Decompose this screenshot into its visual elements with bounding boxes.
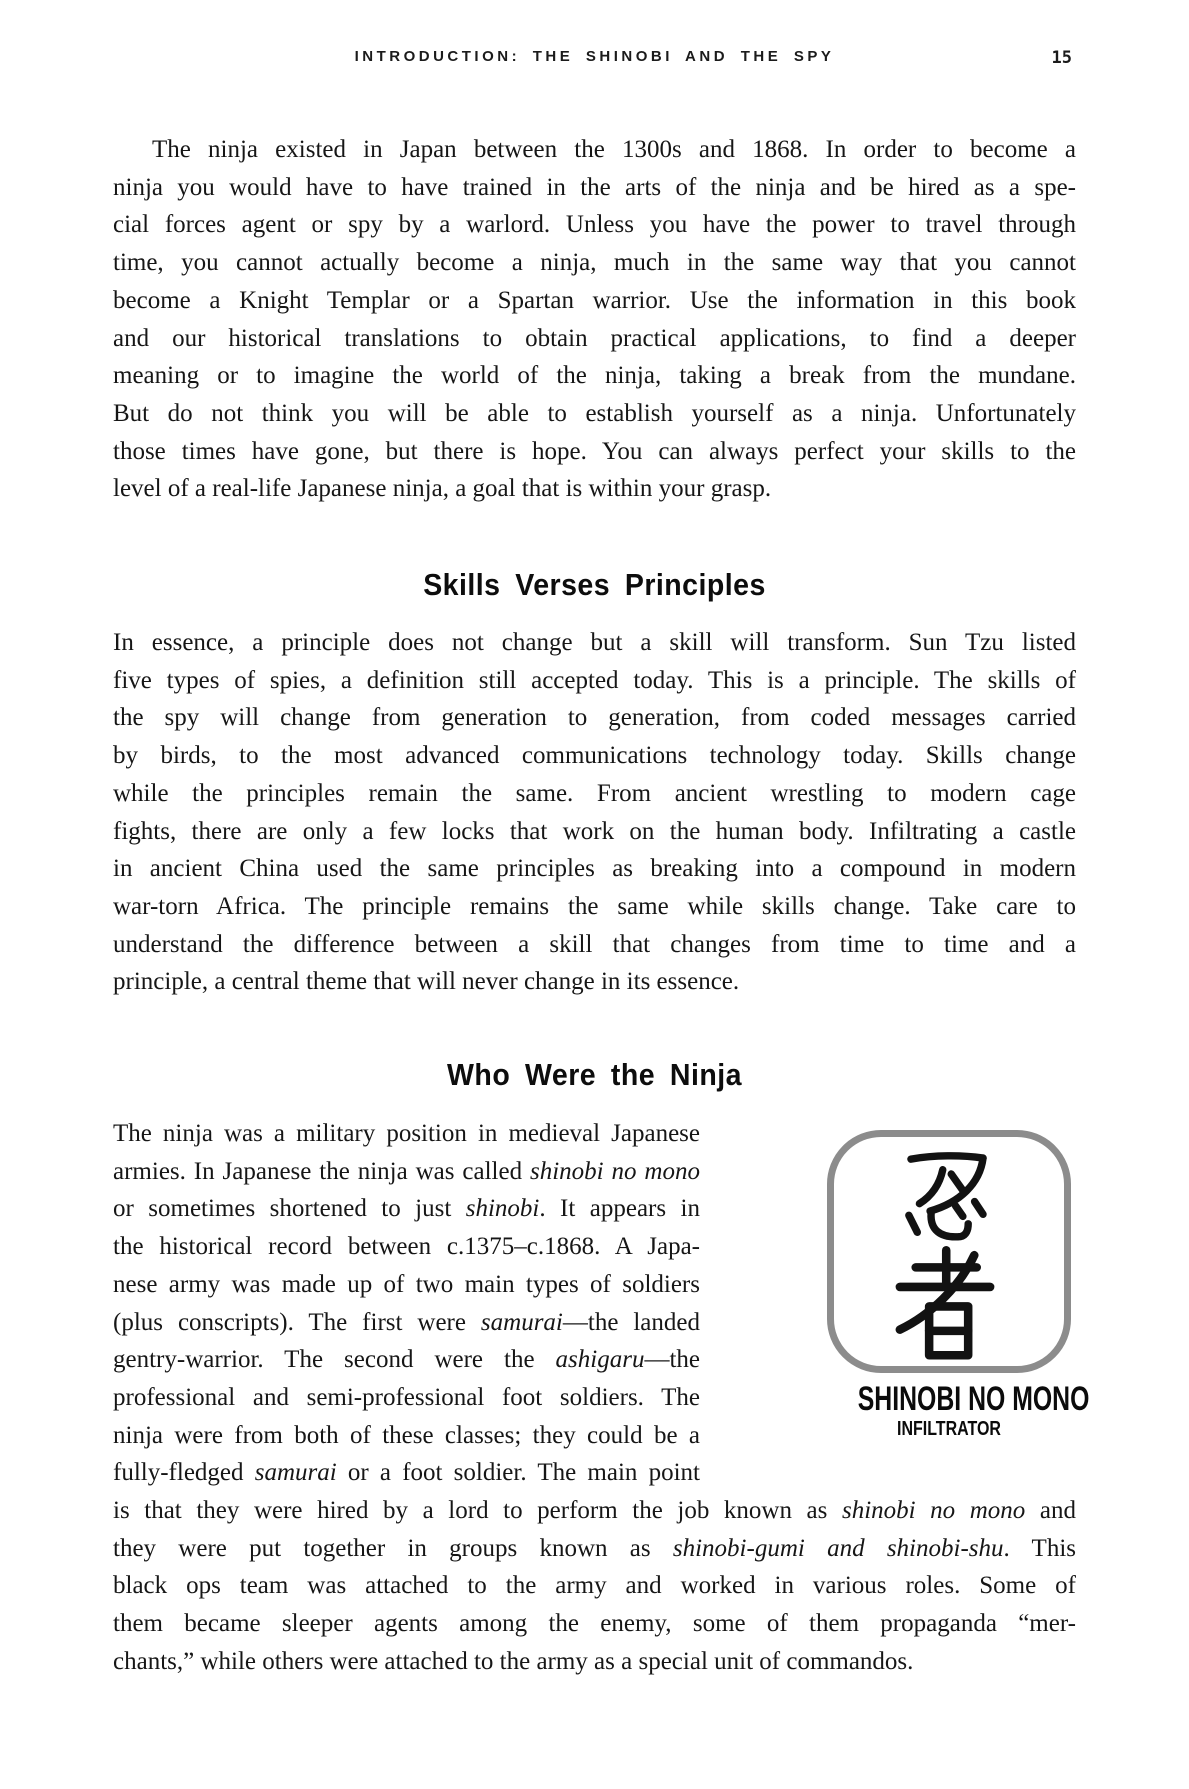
text-line: become a Knight Templar or a Spartan warrior. Use the information in this book [113,286,1076,314]
figure-caption-subtitle: INFILTRATOR [897,1418,1001,1440]
text-line: black ops team was attached to the army and worked in various roles. Some of [113,1572,1076,1600]
text-line: principle, a central theme that will never change in its essence. [113,968,740,996]
text-line: ninja were from both of these classes; they could be a [113,1421,700,1449]
text-line: level of a real-life Japanese ninja, a goal that is within your grasp. [113,475,772,503]
kanji-sha-mono-icon [884,1243,1006,1365]
text-line: ninja you would have to have trained in the arts of the ninja and be hired as a spe- [113,173,1076,201]
shinobi-figure-inner [824,1130,1090,1440]
text-line: by birds, to the most advanced communications technology today. Skills change [113,742,1076,770]
text-line: or sometimes shortened to just shinobi. It appears in [113,1195,700,1223]
kanji-nin-shinobi-icon [894,1139,1000,1245]
text-line: understand the difference between a skill that changes from time to time and a [113,930,1076,958]
paragraph-skills-principles [113,624,1076,1001]
text-line: But do not think you will be able to establish yourself as a ninja. Unfortunately [113,399,1076,427]
text-line: armies. In Japanese the ninja was called shinobi no mono [113,1157,700,1185]
text-line: five types of spies, a definition still accepted today. This is a principle. The skills of [113,666,1076,694]
text-line: the historical record between c.1375–c.1868. A Japa- [113,1233,700,1261]
text-line: meaning or to imagine the world of the ninja, taking a break from the mundane. [113,362,1076,390]
text-line: fully-fledged samurai or a foot soldier. The main point [113,1459,700,1487]
text-line: war-torn Africa. The principle remains the same while skills change. Take care to [113,892,1076,920]
text-line: while the principles remain the same. From ancient wrestling to modern cage [113,779,1076,807]
paragraph-who-were-the-ninja [113,1115,1090,1681]
text-line: gentry-warrior. The second were the ashigaru—the [113,1346,700,1374]
chapter-header: INTRODUCTION: THE SHINOBI AND THE SPY [354,48,835,65]
text-line: and our historical translations to obtain practical applications, to find a deeper [113,324,1076,352]
text-line: The ninja existed in Japan between the 1300s and 1868. In order to become a [152,136,1076,163]
text-line: the spy will change from generation to generation, from coded messages carried [113,704,1076,732]
text-line: The ninja was a military position in medieval Japanese [113,1120,700,1147]
text-line: In essence, a principle does not change but a skill will transform. Sun Tzu listed [113,629,1076,656]
text-line: professional and semi-professional foot soldiers. The [113,1383,700,1411]
text-line: time, you cannot actually become a ninja, much in the same way that you cannot [113,249,1076,277]
text-line: chants,” while others were attached to the army as a special unit of commandos. [113,1647,914,1675]
heading-skills-verses-principles: Skills Verses Principles [423,567,766,602]
text-line: fights, there are only a few locks that work on the human body. Infiltrating a castle [113,817,1076,845]
running-head [113,48,1076,72]
figure-caption-title: SHINOBI NO MONO [857,1380,1090,1418]
text-line: them became sleeper agents among the enemy, some of them propaganda “mer- [113,1610,1076,1638]
text-line: cial forces agent or spy by a warlord. Unless you have the power to travel through [113,211,1076,239]
page-number: 15 [1051,48,1072,68]
text-line: in ancient China used the same principles as breaking into a compound in modern [113,855,1076,883]
text-line: (plus conscripts). The first were samurai—the landed [113,1308,700,1336]
kanji-badge [827,1130,1071,1373]
text-line: they were put together in groups known as shinobi-gumi and shinobi-shu. This [113,1534,1076,1562]
shinobi-figure [700,1115,1090,1492]
text-line: nese army was made up of two main types of soldiers [113,1270,700,1298]
heading-who-were-the-ninja: Who Were the Ninja [447,1057,742,1092]
paragraph-intro [113,131,1076,508]
text-line: those times have gone, but there is hope. You can always perfect your skills to the [113,437,1076,465]
text-line: is that they were hired by a lord to perform the job known as shinobi no mono and [113,1497,1076,1525]
